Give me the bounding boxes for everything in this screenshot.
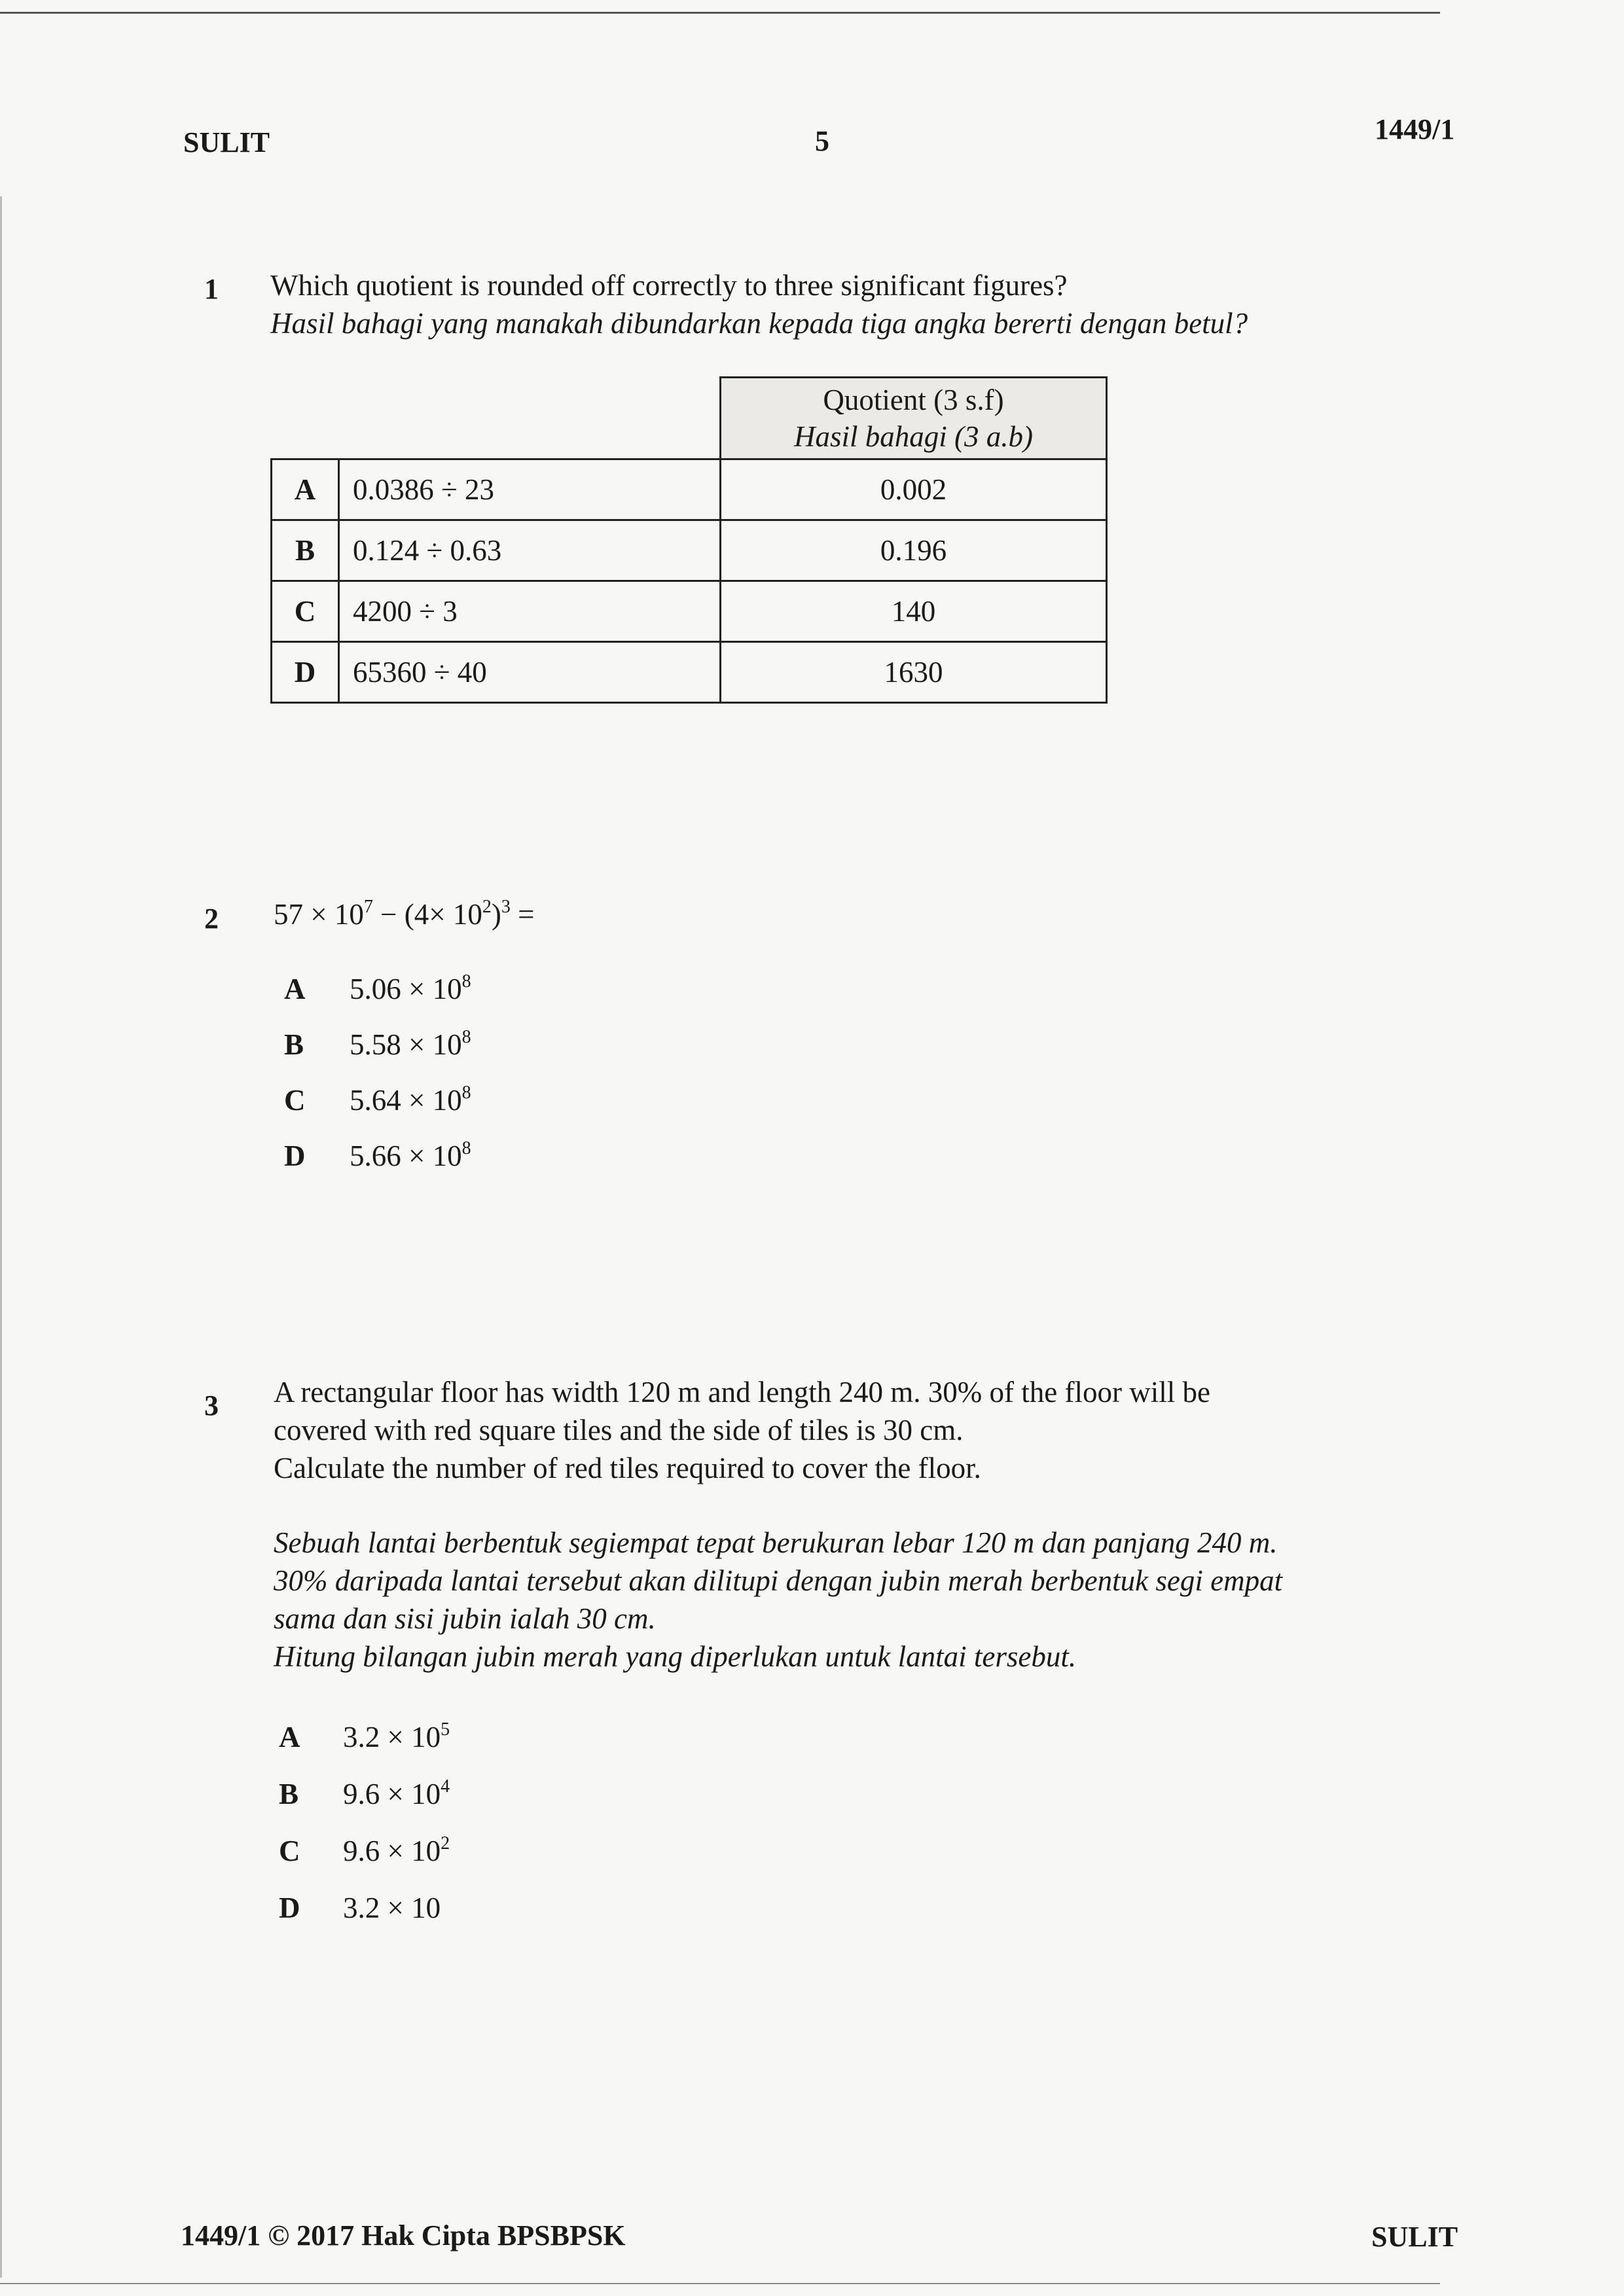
expr-part-b: − (4× 10 (372, 898, 482, 931)
option-letter: C (284, 1084, 306, 1117)
option-value: $5.64 \times 10^8$ (350, 1083, 471, 1117)
table-row (272, 642, 1107, 703)
q3-ms-line-2: 30% daripada lantai tersebut akan dilitupi dengan jubin merah berbentuk segi empat (274, 1564, 1283, 1597)
table-row (272, 581, 1107, 642)
option-value: $3.2 \times 10^5$ (343, 1719, 450, 1753)
question-3-text-en (274, 1373, 1210, 1487)
expr-part-d: = (510, 898, 535, 931)
row-quotient: 1630 (721, 642, 1107, 703)
option-letter: C (279, 1835, 300, 1867)
paper-code: 1449/1 (1375, 113, 1455, 145)
row-expression: 4200 ÷ 3 (339, 581, 721, 642)
column-header-en: Quotient (3 s.f) (823, 384, 1004, 416)
q3-ms-line-4: Hitung bilangan jubin merah yang diperlukan untuk lantai tersebut. (274, 1640, 1077, 1673)
question-2-number: 2 (204, 903, 219, 935)
row-letter: C (272, 581, 339, 642)
option-value: 3.2 × 10 (343, 1892, 441, 1924)
question-1-text-en: Which quotient is rounded off correctly to three significant figures? (270, 269, 1068, 302)
question-2-expression (274, 895, 535, 933)
left-scan-edge (0, 196, 2, 2278)
row-expression: 65360 ÷ 40 (339, 642, 721, 703)
top-scan-line (0, 12, 1440, 14)
question-1-text-ms: Hasil bahagi yang manakah dibundarkan kepada tiga angka bererti dengan betul? (270, 307, 1248, 340)
option-letter: B (284, 1028, 304, 1061)
page-number: 5 (815, 125, 829, 157)
q3-en-line-2: covered with red square tiles and the side of tiles is 30 cm. (274, 1414, 964, 1446)
expr-part-c: ) (491, 898, 501, 931)
option-value: $5.06 \times 10^8$ (350, 971, 471, 1005)
table-row (272, 459, 1107, 520)
option-value: $5.58 \times 10^8$ (350, 1027, 471, 1061)
option-value: $9.6 \times 10^2$ (343, 1833, 450, 1867)
option-value: $5.66 \times 10^8$ (350, 1138, 471, 1172)
footer-copyright (181, 2219, 626, 2252)
option-letter: D (279, 1892, 300, 1924)
table-row (272, 520, 1107, 581)
row-expression: 0.124 ÷ 0.63 (339, 520, 721, 581)
option-letter: B (279, 1778, 299, 1810)
row-expression: 0.0386 ÷ 23 (339, 459, 721, 520)
row-letter: A (272, 459, 339, 520)
column-header-ms: Hasil bahagi (3 a.b) (794, 420, 1033, 453)
question-1-number: 1 (204, 273, 219, 305)
option-letter: A (284, 973, 306, 1005)
q3-ms-line-3: sama dan sisi jubin ialah 30 cm. (274, 1602, 656, 1635)
question-1-table (270, 376, 1108, 704)
expr-part-a: 57 × 10 (274, 898, 364, 931)
question-3-number: 3 (204, 1390, 219, 1422)
q3-en-line-3: Calculate the number of red tiles required to cover the floor. (274, 1452, 981, 1484)
table-column-header (721, 378, 1107, 459)
expr-exp-b: 2 (482, 897, 492, 917)
question-3-text-ms (274, 1524, 1282, 1676)
option-letter: D (284, 1139, 306, 1172)
row-quotient: 0.196 (721, 520, 1107, 581)
expr-exp-a: 7 (363, 897, 373, 917)
expr-exp-c: 3 (501, 897, 511, 917)
q3-ms-line-1: Sebuah lantai berbentuk segiempat tepat berukuran lebar 120 m dan panjang 240 m. (274, 1526, 1278, 1559)
header-sulit: SULIT (183, 126, 270, 158)
row-quotient: 140 (721, 581, 1107, 642)
option-value: $9.6 \times 10^4$ (343, 1776, 450, 1810)
bottom-scan-line (0, 2283, 1440, 2284)
row-letter: B (272, 520, 339, 581)
row-letter: D (272, 642, 339, 703)
row-quotient: 0.002 (721, 459, 1107, 520)
footer-sulit: SULIT (1371, 2221, 1458, 2253)
q3-en-line-1: A rectangular floor has width 120 m and length 240 m. 30% of the floor will be (274, 1376, 1210, 1408)
footer-text: 1449/1 © 2017 Hak Cipta BPSBPSK (181, 2219, 626, 2251)
option-letter: A (279, 1721, 300, 1753)
table-blank-header (272, 378, 721, 459)
